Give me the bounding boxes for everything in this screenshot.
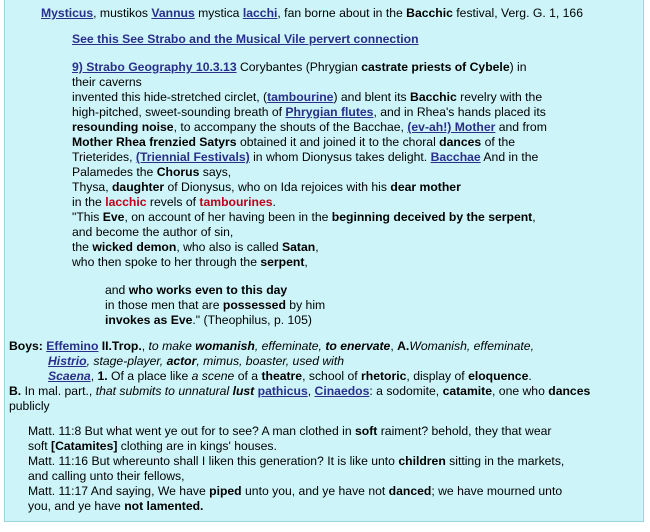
plain-text: revelry with the	[456, 90, 543, 104]
bold-italic-text: lust	[232, 384, 255, 398]
plain-text: high-pitched, sweet-sounding breath of	[72, 105, 286, 119]
bold-text: Bacchic	[406, 6, 453, 20]
bold-text: theatre	[261, 369, 303, 383]
plain-text: clothing are in kings' houses.	[117, 439, 277, 453]
bold-text: resounding noise	[72, 120, 174, 134]
bold-text: Bacchic	[410, 90, 457, 104]
plain-text: In mal. part.,	[21, 384, 96, 398]
text-line	[48, 369, 532, 384]
text-line	[72, 180, 461, 195]
plain-text: sitting in the markets,	[445, 454, 565, 468]
hyperlink[interactable]: lacchi	[242, 6, 278, 20]
plain-text: , on account of her having been in the	[124, 210, 332, 224]
highlighted-text: lacchic	[105, 195, 147, 209]
plain-text: , school of	[302, 369, 362, 383]
text-line	[72, 90, 542, 105]
plain-text: , one who	[492, 384, 549, 398]
plain-text: Corybantes (Phrygian	[236, 60, 362, 74]
plain-text: obtained it and joined it to the choral	[236, 135, 440, 149]
plain-text: , to accompany the shouts of the Bacchae,	[173, 120, 408, 134]
plain-text: Trieterides,	[72, 150, 136, 164]
plain-text: in the	[72, 195, 106, 209]
bold-text: Chorus	[156, 165, 200, 179]
hyperlink[interactable]: Effemino	[46, 339, 99, 353]
plain-text: publicly	[9, 399, 50, 413]
highlighted-text: tambourines	[199, 195, 273, 209]
plain-text: ,	[307, 384, 315, 398]
bold-text: wicked demon	[92, 240, 177, 254]
italic-text: Womanish, effeminate,	[409, 339, 534, 353]
bold-text: piped	[209, 484, 242, 498]
plain-text: And in the	[480, 150, 539, 164]
plain-text: by him	[285, 298, 326, 312]
text-line	[72, 32, 419, 47]
plain-text: of the	[481, 135, 516, 149]
text-line	[72, 60, 527, 75]
hyperlink[interactable]: 9) Strabo Geography 10.3.13	[72, 60, 237, 74]
text-line	[72, 135, 515, 150]
plain-text: Palamedes the	[72, 165, 157, 179]
text-line	[28, 439, 277, 454]
plain-text: ,	[315, 240, 319, 254]
plain-text: in whom Dionysus takes delight.	[249, 150, 431, 164]
text-line	[41, 6, 583, 21]
hyperlink[interactable]: Mysticus	[41, 6, 94, 20]
text-line	[48, 354, 344, 369]
bold-text: not lamented.	[124, 499, 204, 513]
bold-italic-text: to enervate	[325, 339, 391, 353]
plain-text: , display of	[406, 369, 469, 383]
plain-text: says,	[199, 165, 232, 179]
text-line	[105, 283, 287, 298]
text-line	[72, 255, 308, 270]
plain-text: and	[105, 283, 129, 297]
text-line	[28, 454, 564, 469]
bold-text: B.	[9, 384, 22, 398]
plain-text: in those men that are	[105, 298, 223, 312]
italic-text: , effeminate,	[254, 339, 326, 353]
bold-text: soft	[355, 424, 378, 438]
bold-text: beginning deceived by the serpent	[331, 210, 533, 224]
hyperlink[interactable]: Vannus	[151, 6, 195, 20]
bold-text: eloquence	[468, 369, 529, 383]
plain-text: ; we have mourned unto	[431, 484, 563, 498]
plain-text: ,	[532, 210, 536, 224]
text-line	[72, 240, 319, 255]
plain-text: ) in	[509, 60, 527, 74]
bold-text: rhetoric	[361, 369, 407, 383]
plain-text: the	[72, 240, 93, 254]
hyperlink[interactable]: Scaena	[48, 369, 91, 383]
text-line	[72, 210, 536, 225]
plain-text: invented this hide-stretched circlet, (	[72, 90, 268, 104]
text-line	[28, 484, 562, 499]
plain-text: revels of	[146, 195, 200, 209]
plain-text: ,	[90, 369, 98, 383]
bold-text: Mother Rhea frenzied Satyrs	[72, 135, 237, 149]
bold-text: Eve	[102, 210, 125, 224]
plain-text: and from	[495, 120, 547, 134]
bold-text: castrate priests of Cybele	[361, 60, 510, 74]
plain-text: and become the author of sin,	[72, 225, 234, 239]
plain-text: "This	[72, 210, 103, 224]
hyperlink[interactable]: Phrygian flutes	[285, 105, 374, 119]
plain-text: soft	[28, 439, 52, 453]
text-line	[105, 313, 312, 328]
plain-text: you, and ye have	[28, 499, 125, 513]
bold-text: II.Trop.	[98, 339, 142, 353]
italic-text: , stage-player,	[86, 354, 167, 368]
plain-text: Thysa,	[72, 180, 112, 194]
plain-text: raiment? behold, they that wear	[377, 424, 552, 438]
bold-text: serpent	[260, 255, 305, 269]
text-line	[72, 165, 231, 180]
plain-text: and calling unto their fellows,	[28, 469, 185, 483]
text-line	[72, 120, 547, 135]
bold-text: Satan	[282, 240, 316, 254]
bold-text: daughter	[111, 180, 165, 194]
text-line	[9, 399, 50, 414]
plain-text: .	[272, 195, 276, 209]
bold-text: invokes as Eve	[105, 313, 193, 327]
hyperlink[interactable]: Bacchae	[430, 150, 481, 164]
text-line	[28, 424, 551, 439]
text-line	[28, 499, 203, 514]
bold-text: [Catamites]	[51, 439, 118, 453]
plain-text: , fan borne about in the	[277, 6, 407, 20]
plain-text: ,	[304, 255, 308, 269]
hyperlink[interactable]: Cinaedos	[314, 384, 370, 398]
text-line	[72, 195, 276, 210]
hyperlink[interactable]: See this See Strabo and the Musical Vile pervert connection	[72, 32, 419, 46]
plain-text: ,	[390, 339, 398, 353]
bold-text: catamite	[442, 384, 493, 398]
hyperlink[interactable]: pathicus	[257, 384, 308, 398]
plain-text: Matt. 11:8 But what went ye out for to see? A man clothed in	[28, 424, 355, 438]
plain-text: ) and blent its	[333, 90, 411, 104]
bold-text: possessed	[222, 298, 286, 312]
plain-text: who then spoke to her through the	[72, 255, 261, 269]
text-line	[72, 225, 233, 240]
hyperlink[interactable]: Histrio	[48, 354, 87, 368]
plain-text: : a sodomite,	[369, 384, 443, 398]
hyperlink[interactable]: (Triennial Festivals)	[135, 150, 250, 164]
plain-text: , who also is called	[176, 240, 283, 254]
plain-text: ,	[141, 339, 149, 353]
bold-text: dances	[548, 384, 591, 398]
italic-text: , mimus, boaster, used with	[196, 354, 345, 368]
text-line	[28, 469, 185, 484]
text-line	[72, 150, 538, 165]
plain-text: .	[528, 369, 532, 383]
plain-text: , and in Rhea's hands placed its	[373, 105, 546, 119]
document-page	[4, 0, 644, 522]
plain-text: Matt. 11:16 But whereunto shall I liken this generation? It is like unto	[28, 454, 399, 468]
plain-text: their caverns	[72, 75, 142, 89]
text-line	[105, 298, 325, 313]
plain-text: mystica	[194, 6, 243, 20]
plain-text: , mustikos	[93, 6, 152, 20]
plain-text: Matt. 11:17 And saying, We have	[28, 484, 210, 498]
plain-text: ." (Theophilus, p. 105)	[192, 313, 312, 327]
plain-text: unto you, and ye have not	[241, 484, 389, 498]
italic-text: that submits to unnatural	[95, 384, 233, 398]
bold-text: Boys:	[9, 339, 47, 353]
italic-text: a scene	[191, 369, 235, 383]
bold-text: danced	[388, 484, 432, 498]
bold-text: dear mother	[390, 180, 461, 194]
plain-text: Of a place like	[107, 369, 192, 383]
plain-text: festival, Verg. G. 1, 166	[452, 6, 583, 20]
text-line	[72, 75, 142, 90]
bold-italic-text: actor	[166, 354, 197, 368]
hyperlink[interactable]: (ev-ah!) Mother	[407, 120, 496, 134]
plain-text: of Dionysus, who on Ida rejoices with his	[164, 180, 391, 194]
bold-italic-text: womanish	[195, 339, 255, 353]
bold-text: dances	[439, 135, 482, 149]
text-line	[9, 339, 534, 354]
bold-text: children	[398, 454, 446, 468]
text-line	[72, 105, 546, 120]
bold-text: who works even to this day	[128, 283, 288, 297]
italic-text: to make	[148, 339, 196, 353]
bold-text: A.	[397, 339, 410, 353]
plain-text: of a	[234, 369, 262, 383]
bold-text: 1.	[97, 369, 108, 383]
hyperlink[interactable]: tambourine	[267, 90, 334, 104]
text-line	[9, 384, 590, 399]
